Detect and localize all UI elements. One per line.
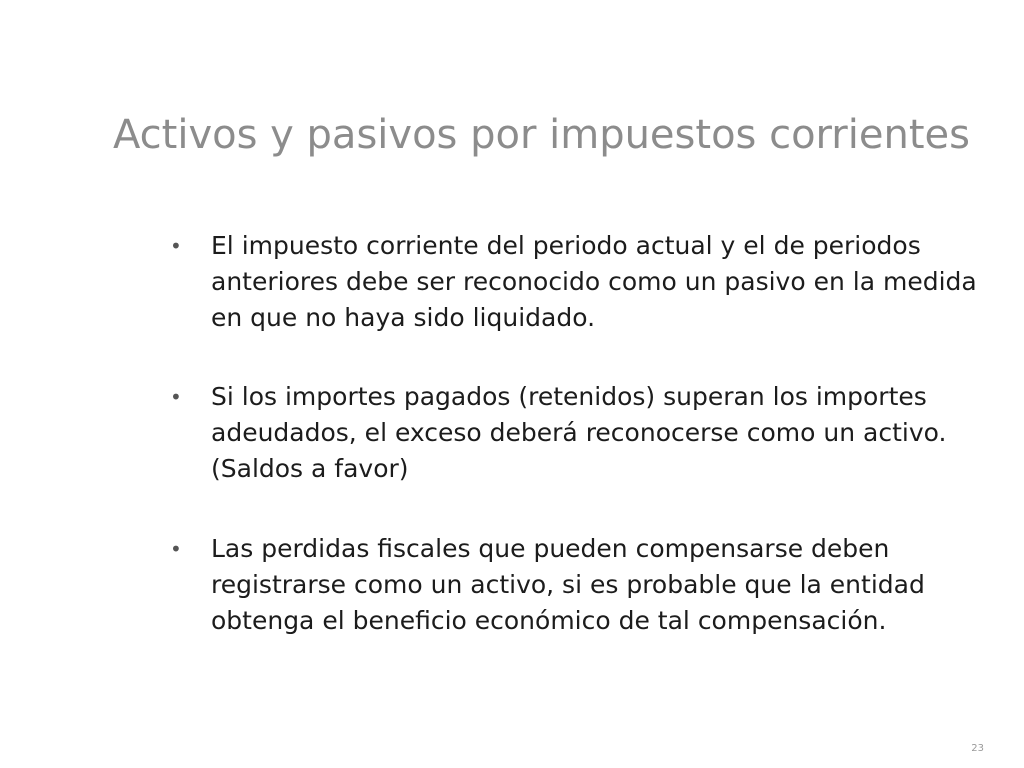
bullet-item (170, 531, 982, 639)
bullet-text: Las perdidas fiscales que pueden compensarse deben registrarse como un activo, si es probable que la entidad obtenga el beneficio económico de tal compensación. (211, 534, 925, 635)
bullet-icon: • (170, 385, 182, 409)
bullet-item (170, 379, 982, 487)
page-number: 23 (971, 743, 984, 754)
bullet-icon: • (170, 234, 182, 258)
slide-title: Activos y pasivos por impuestos corrientes (113, 112, 970, 158)
bullet-text: Si los importes pagados (retenidos) superan los importes adeudados, el exceso deberá reconocerse como un activo. (Saldos a favor) (211, 382, 947, 483)
bullet-item (170, 228, 982, 336)
bullet-icon: • (170, 537, 182, 561)
bullet-text: El impuesto corriente del periodo actual y el de periodos anteriores debe ser reconocido como un pasivo en la medida en que no haya sido liquidado. (211, 231, 977, 332)
